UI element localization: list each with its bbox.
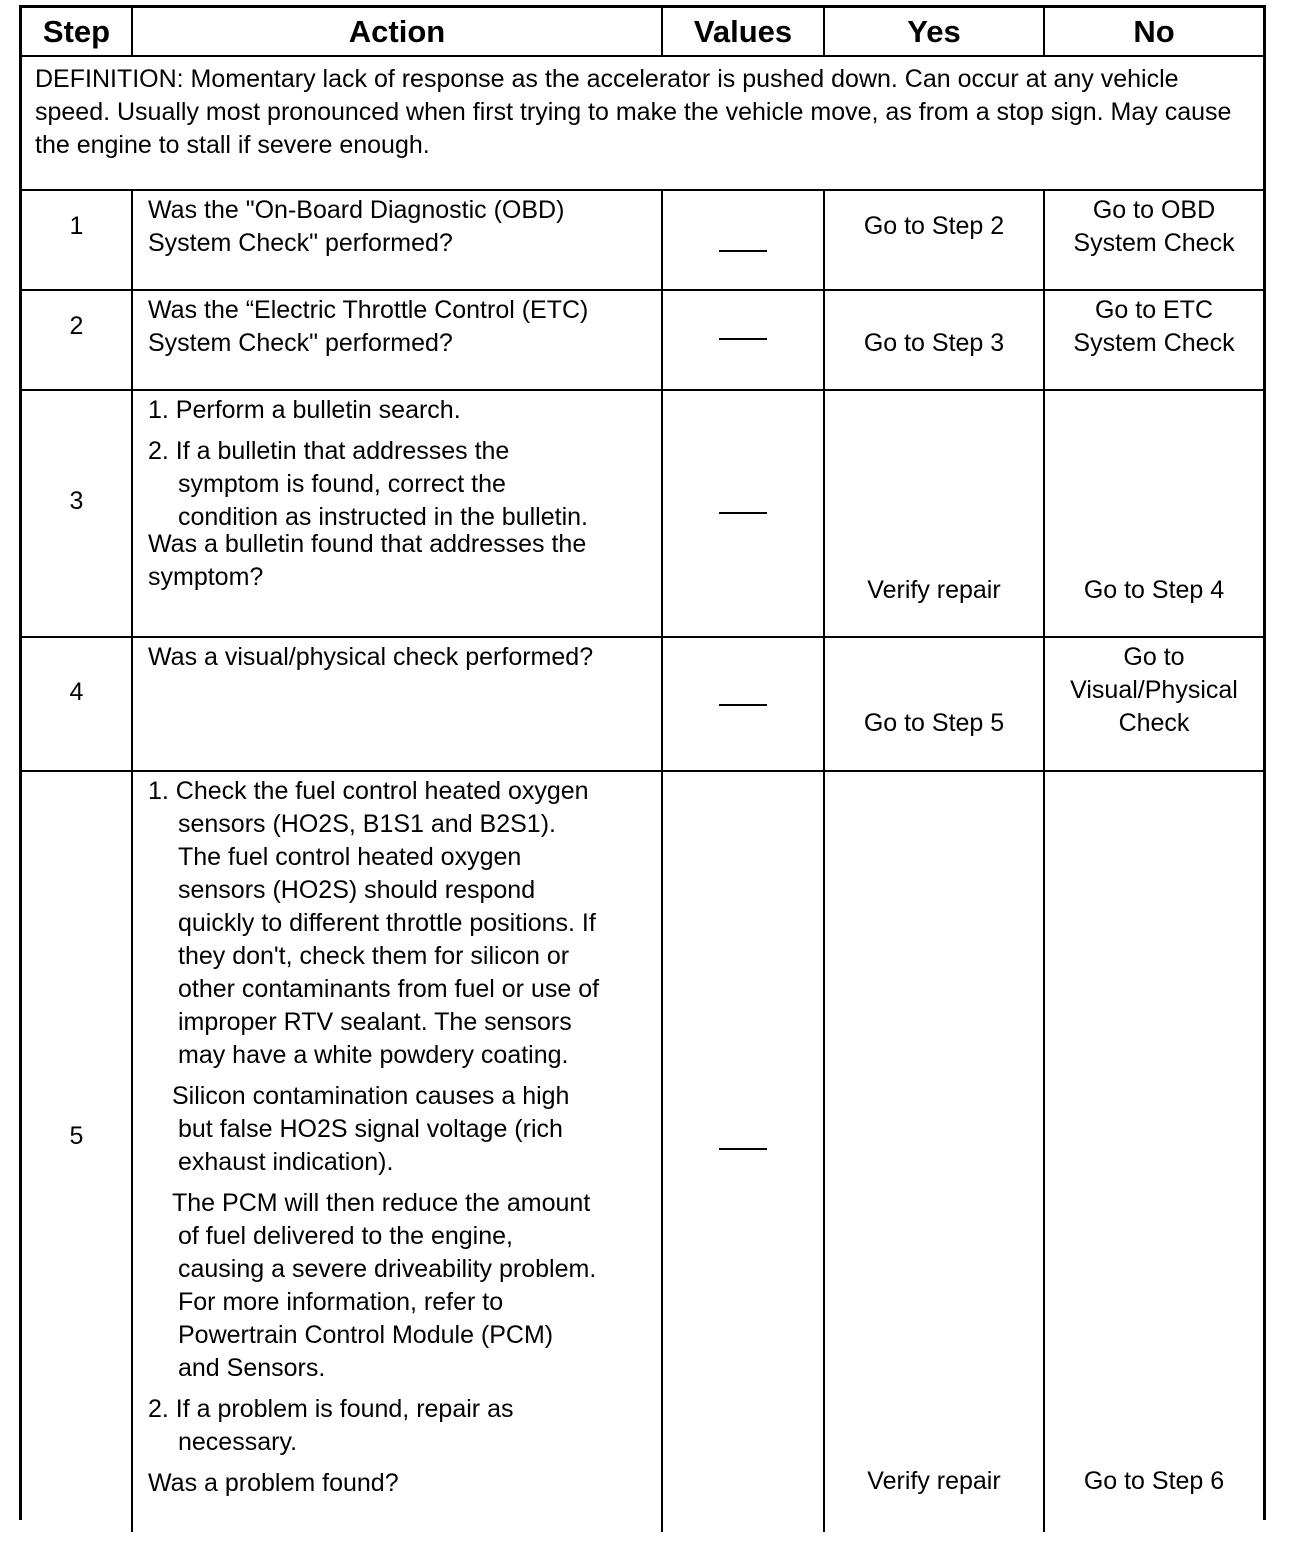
yes-action-text: Go to Step 3	[863, 329, 1005, 357]
values-dash	[719, 250, 767, 252]
definition-row	[22, 57, 1263, 191]
values-dash	[719, 338, 767, 340]
no-action-text: Go to Visual/Physical Check	[1070, 643, 1238, 737]
table-row	[22, 191, 1263, 291]
values-dash	[719, 1148, 767, 1150]
step-number: 2	[69, 312, 84, 340]
header-yes: Yes	[825, 8, 1045, 55]
yes-action-text: Verify repair	[867, 1467, 1001, 1495]
table-row	[22, 638, 1263, 772]
definition-text: DEFINITION: Momentary lack of response as the accelerator is pushed down. Can occur at any vehicle speed. Usually most pronounced when first trying to make the vehicle move, as from a stop sign. May cause the engine to stall if severe enough.	[35, 65, 1232, 159]
no-action-text: Go to Step 4	[1083, 576, 1225, 604]
yes-action-text: Go to Step 2	[863, 212, 1005, 240]
step-number: 5	[69, 1122, 84, 1150]
action-text: Was the “Electric Throttle Control (ETC) System Check" performed?	[148, 296, 589, 357]
action-text: Was a visual/physical check performed?	[148, 643, 594, 671]
header-no: No	[1133, 14, 1175, 49]
no-action-text: Go to OBD System Check	[1073, 196, 1235, 257]
step-number: 4	[69, 678, 84, 706]
header-values: Values	[663, 8, 825, 55]
header-step: Step	[22, 8, 133, 55]
values-dash	[719, 704, 767, 706]
step-number: 1	[69, 212, 84, 240]
table-row	[22, 391, 1263, 638]
action-text: 1. Perform a bulletin search. 2. If a bulletin that addresses the symptom is found, correct the condition as instructed in the bulletin. Was a bulletin found that addresses the symptom?	[148, 396, 588, 591]
no-action-text: Go to Step 6	[1083, 1467, 1225, 1495]
table-header-row	[22, 8, 1263, 57]
yes-action-text: Go to Step 5	[863, 709, 1005, 737]
action-text: Was the "On-Board Diagnostic (OBD) System Check" performed?	[148, 196, 565, 257]
diagnostic-table	[19, 5, 1266, 1520]
header-action: Action	[133, 8, 663, 55]
values-dash	[719, 512, 767, 514]
action-text: 1. Check the fuel control heated oxygen sensors (HO2S, B1S1 and B2S1). The fuel control heated oxygen sensors (HO2S) should respond quickly to different throttle positions. If they don't, check them for silicon or other contaminants from fuel or use of improper RTV sealant. The sensors may have a white powdery coating. Silicon contamination causes a high but false HO2S signal voltage (rich exhaust indication). The PCM will then reduce the amount of fuel delivered to the engine, causing a severe driveability problem. For more information, refer to Powertrain Control Module (PCM) and Sensors. 2. If a problem is found, repair as necessary. Was a problem found?	[148, 777, 600, 1497]
no-action-text: Go to ETC System Check	[1073, 296, 1235, 357]
yes-action-text: Verify repair	[867, 576, 1001, 604]
step-number: 3	[69, 487, 84, 515]
table-row	[22, 772, 1263, 1532]
table-row	[22, 291, 1263, 391]
